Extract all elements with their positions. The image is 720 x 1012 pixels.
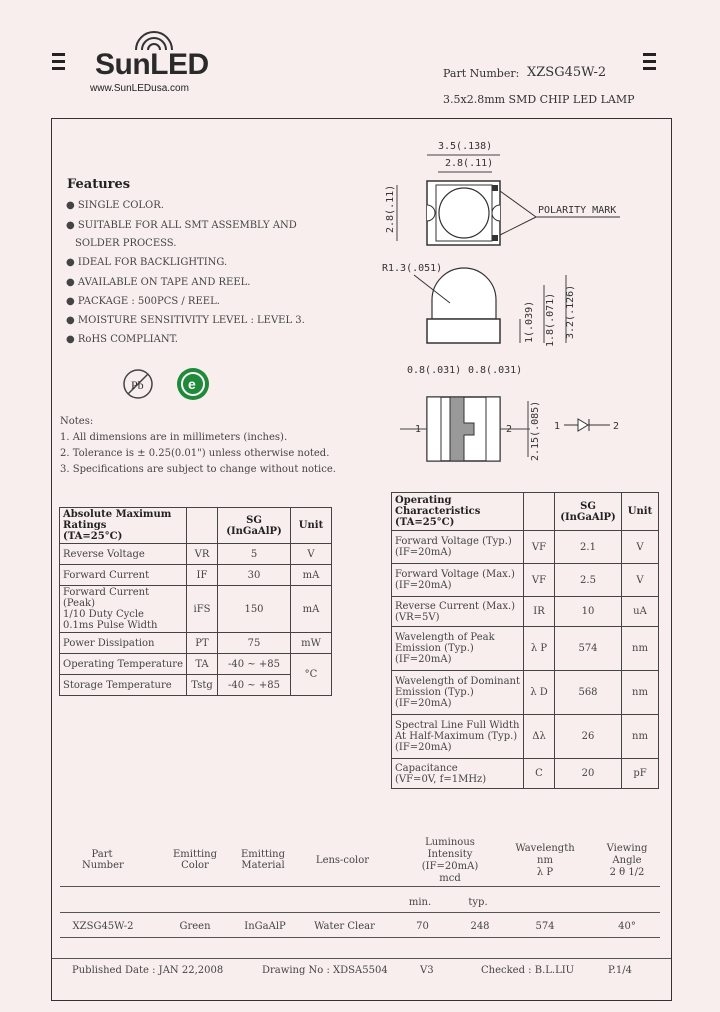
note-item: 3. Specifications are subject to change without notice. <box>60 464 336 475</box>
col-typ: typ. <box>468 897 488 908</box>
note-item: 1. All dimensions are in millimeters (inches). <box>60 432 288 443</box>
dim-width: 3.5(.138) <box>438 141 493 152</box>
absolute-max-table <box>59 507 332 696</box>
feature-item: ● SINGLE COLOR. <box>66 200 164 211</box>
col-material: Emitting Material <box>240 849 286 871</box>
feature-item: ● RoHS COMPLIANT. <box>66 334 178 345</box>
diode-pin-1: 1 <box>554 421 561 432</box>
left-bars-mark <box>52 53 65 74</box>
abs-header-sg: SG (InGaAlP) <box>218 508 291 544</box>
dim-h3: 3.2(.126) <box>565 284 576 339</box>
rohs-label: e <box>188 376 196 392</box>
row-wavelength: 574 <box>535 921 555 932</box>
row-part: XZSG45W-2 <box>72 921 134 932</box>
dim-radius: R1.3(.051) <box>382 263 443 274</box>
published-date: Published Date : JAN 22,2008 <box>72 965 224 976</box>
col-wavelength: Wavelength nm λ P <box>515 843 575 878</box>
col-viewing: Viewing Angle 2 θ 1/2 <box>606 843 648 878</box>
part-number: XZSG45W-2 <box>527 65 607 80</box>
table-row: Wavelength of Dominant Emission (Typ.) (IF=20mA) λ D 568 nm <box>392 671 659 715</box>
pin-2: 2 <box>506 424 513 435</box>
table-row: Capacitance (VF=0V, f=1MHz) C 20 pF <box>392 759 659 789</box>
op-header-title: Operating Characteristics (TA=25°C) <box>392 493 524 531</box>
table-row: Power Dissipation PT 75 mW <box>60 633 332 654</box>
row-typ: 248 <box>470 921 490 932</box>
pb-label: Pb <box>131 378 144 392</box>
feature-item: ● AVAILABLE ON TAPE AND REEL. <box>66 277 251 288</box>
table-row: Reverse Current (Max.) (VR=5V) IR 10 uA <box>392 597 659 627</box>
dim-height: 2.8(.11) <box>385 184 396 233</box>
dim-pad-right: 0.8(.031) <box>468 365 523 376</box>
notes-title: Notes: <box>60 416 94 427</box>
operating-characteristics-table <box>391 492 659 789</box>
row-material: InGaAlP <box>244 921 286 932</box>
table-row: Forward Current (Peak) 1/10 Duty Cycle 0.1ms Pulse Width iFS 150 mA <box>60 586 332 633</box>
table-row: Forward Voltage (Typ.) (IF=20mA) VF 2.1 V <box>392 531 659 564</box>
pb-free-badge <box>122 368 154 400</box>
abs-header-title: Absolute Maximum Ratings (TA=25°C) <box>60 508 187 544</box>
col-min: min. <box>408 897 432 908</box>
table-row: Spectral Line Full Width At Half-Maximum (Typ.) (IF=20mA) Δλ 26 nm <box>392 715 659 759</box>
col-lens: Lens-color <box>315 855 370 866</box>
op-header-unit: Unit <box>622 493 659 531</box>
features-title: Features <box>67 177 131 192</box>
table-divider <box>60 937 660 938</box>
page-number: P.1/4 <box>608 965 632 976</box>
package-drawing <box>370 135 670 470</box>
drawing-number: Drawing No : XDSA5504 <box>262 965 388 976</box>
rohs-badge <box>175 366 211 402</box>
table-row: Forward Current IF 30 mA <box>60 565 332 586</box>
table-divider <box>60 886 660 887</box>
note-item: 2. Tolerance is ± 0.25(0.01") unless otherwise noted. <box>60 448 330 459</box>
col-luminous: Luminous Intensity (IF=20mA) mcd <box>421 837 479 884</box>
feature-item: SOLDER PROCESS. <box>75 238 177 249</box>
part-number-label: Part Number: <box>443 67 520 80</box>
table-row: Wavelength of Peak Emission (Typ.) (IF=20mA) λ P 574 nm <box>392 627 659 671</box>
op-header-sg: SG (InGaAlP) <box>555 493 622 531</box>
dim-h2: 1.8(.071) <box>545 292 556 347</box>
footer-divider <box>52 958 671 959</box>
feature-item: ● IDEAL FOR BACKLIGHTING. <box>66 257 228 268</box>
feature-item: ● MOISTURE SENSITIVITY LEVEL : LEVEL 3. <box>66 315 305 326</box>
col-part: Part Number <box>82 849 124 871</box>
feature-item: ● SUITABLE FOR ALL SMT ASSEMBLY AND <box>66 220 297 231</box>
pin-1: 1 <box>415 424 422 435</box>
table-row: Forward Voltage (Max.) (IF=20mA) VF 2.5 V <box>392 564 659 597</box>
table-row: Operating Temperature TA -40 ~ +85 °C <box>60 654 332 675</box>
diode-pin-2: 2 <box>613 421 620 432</box>
row-color: Green <box>179 921 211 932</box>
dim-inner: 2.8(.11) <box>445 158 494 169</box>
table-divider <box>60 912 660 913</box>
product-description: 3.5x2.8mm SMD CHIP LED LAMP <box>443 93 635 106</box>
brand-logo: SunLED <box>95 48 209 81</box>
dim-pad-left: 0.8(.031) <box>407 365 462 376</box>
version: V3 <box>420 965 434 976</box>
abs-header-unit: Unit <box>291 508 332 544</box>
checked-by: Checked : B.L.LIU <box>481 965 575 976</box>
dim-h1: 1(.039) <box>524 300 535 343</box>
dim-pad-height: 2.15(.085) <box>530 400 541 461</box>
row-lens: Water Clear <box>314 921 375 932</box>
table-row: Reverse Voltage VR 5 V <box>60 544 332 565</box>
brand-url[interactable]: www.SunLEDusa.com <box>90 83 189 94</box>
col-color: Emitting Color <box>172 849 218 871</box>
feature-item: ● PACKAGE : 500PCS / REEL. <box>66 296 220 307</box>
row-viewing: 40° <box>618 921 636 932</box>
polarity-mark-label: POLARITY MARK <box>538 205 617 216</box>
right-bars-mark <box>643 53 656 74</box>
row-min: 70 <box>416 921 429 932</box>
table-row: Storage Temperature Tstg -40 ~ +85 <box>60 675 332 696</box>
